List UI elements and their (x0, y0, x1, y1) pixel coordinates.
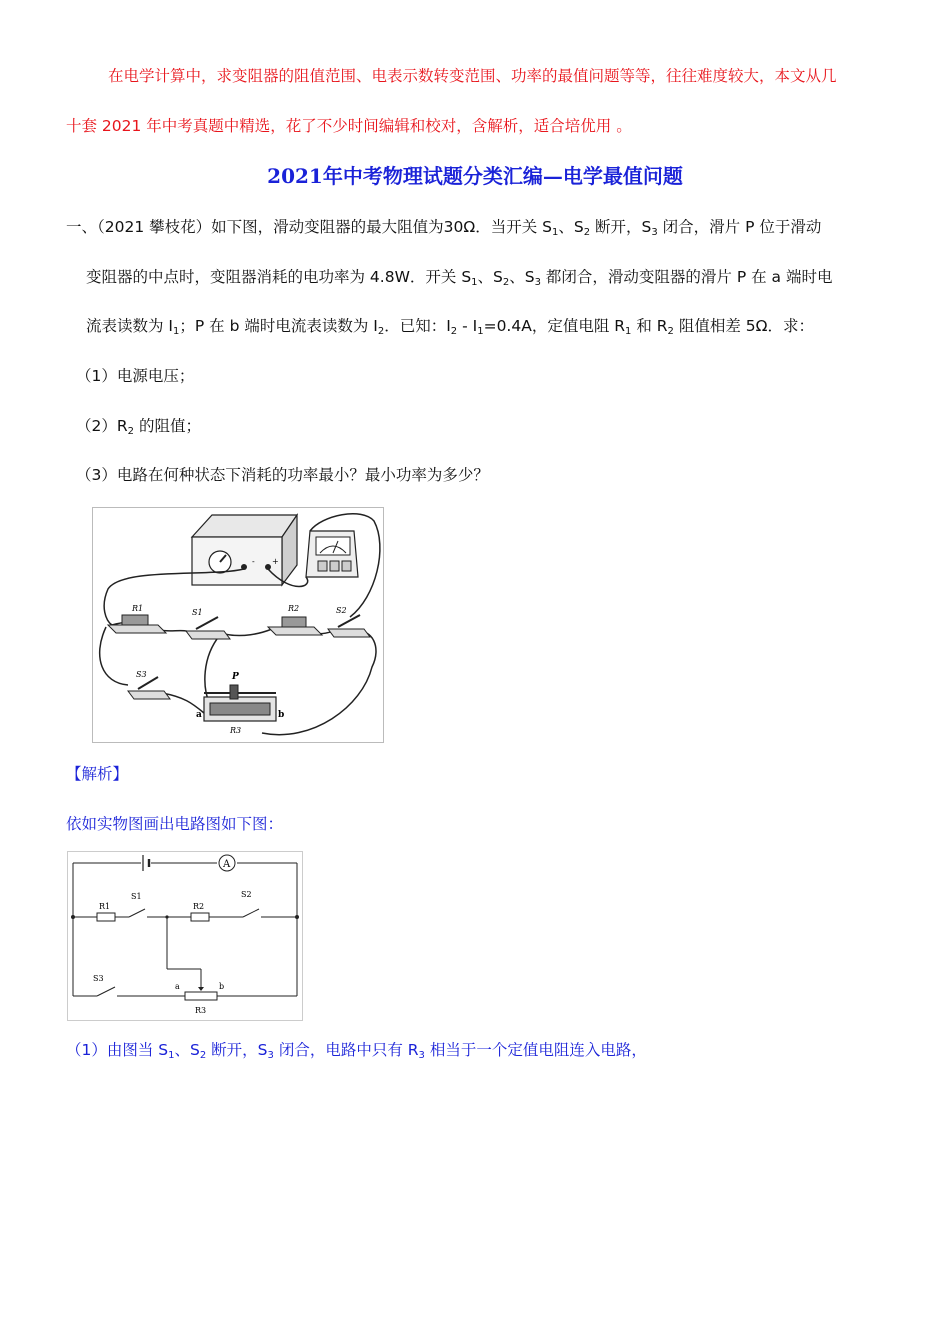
schematic-r1-icon (97, 913, 115, 921)
analysis-tag: 【解析】 (66, 765, 129, 783)
schematic-label-s1: S1 (131, 892, 142, 901)
photo-label-plus: + (272, 557, 279, 566)
page-title: 2021年中考物理试题分类汇编—电学最值问题 (267, 164, 683, 188)
question-2: $(2)R_2$ 的阻值； (76, 417, 201, 437)
problem-line-1: 一、（2021 攀枝花）如下图，滑动变阻器的最大阻值为30Ω．当开关 $S_1$、$S_2$ 断开，$S_3$ 闭合，滑片 P 位于滑动 (66, 218, 822, 238)
power-supply-icon (192, 515, 297, 585)
schematic-label-r2: R2 (193, 902, 205, 911)
circuit-photo (92, 507, 384, 743)
photo-label-s1: S1 (192, 608, 203, 617)
ammeter-icon (306, 531, 358, 577)
photo-label-b: b (278, 710, 285, 720)
analysis-intro: 依如实物图画出电路图如下图： (66, 815, 284, 833)
schematic-label-s2: S2 (241, 890, 252, 899)
photo-label-r2: R2 (288, 604, 300, 613)
problem-line-3: 流表读数为 $I_1$；P 在 b 端时电流表读数为 $I_2$．已知：$I_2 - I_1=0.4A$，定值电阻 $R_1$ 和 $R_2$ 阻值相差 5Ω．求： (86, 317, 814, 337)
intro-line-2: 十套 2021 年中考真题中精选，花了不少时间编辑和校对，含解析，适合培优用 。 (66, 117, 632, 135)
photo-label-minus: - (252, 557, 255, 566)
photo-label-p: P (232, 672, 239, 682)
circuit-schematic (67, 851, 303, 1021)
problem-line-2: 变阻器的中点时，变阻器消耗的电功率为 4.8W．开关 $S_1$、$S_2$、$S_3$ 都闭合，滑动变阻器的滑片 P 在 a 端时电 (86, 268, 833, 288)
schematic-r2-icon (191, 913, 209, 921)
intro-line-1: 在电学计算中，求变阻器的阻值范围、电表示数转变范围、功率的最值问题等等，往往难度较大，本文从几 (108, 67, 837, 85)
schematic-label-a: a (175, 982, 180, 991)
photo-label-a: a (196, 710, 202, 720)
schematic-label-r3: R3 (195, 1006, 207, 1015)
schematic-label-s3: S3 (93, 974, 104, 983)
schematic-label-r1: R1 (99, 902, 111, 911)
question-3: （3）电路在何种状态下消耗的功率最小？最小功率为多少？ (76, 466, 489, 484)
schematic-r3-icon (185, 992, 217, 1000)
question-1: （1）电源电压； (76, 367, 195, 385)
analysis-step-1: （1）由图当 $S_1$、$S_2$ 断开，$S_3$ 闭合，电路中只有 $R_3$ 相当于一个定值电阻连入电路， (66, 1041, 647, 1061)
photo-label-r1: R1 (132, 604, 144, 613)
photo-label-s3: S3 (136, 670, 147, 679)
schematic-label-ammeter: A (223, 859, 231, 870)
photo-label-s2: S2 (336, 606, 347, 615)
photo-label-r3: R3 (230, 726, 242, 735)
schematic-label-b: b (219, 982, 225, 991)
